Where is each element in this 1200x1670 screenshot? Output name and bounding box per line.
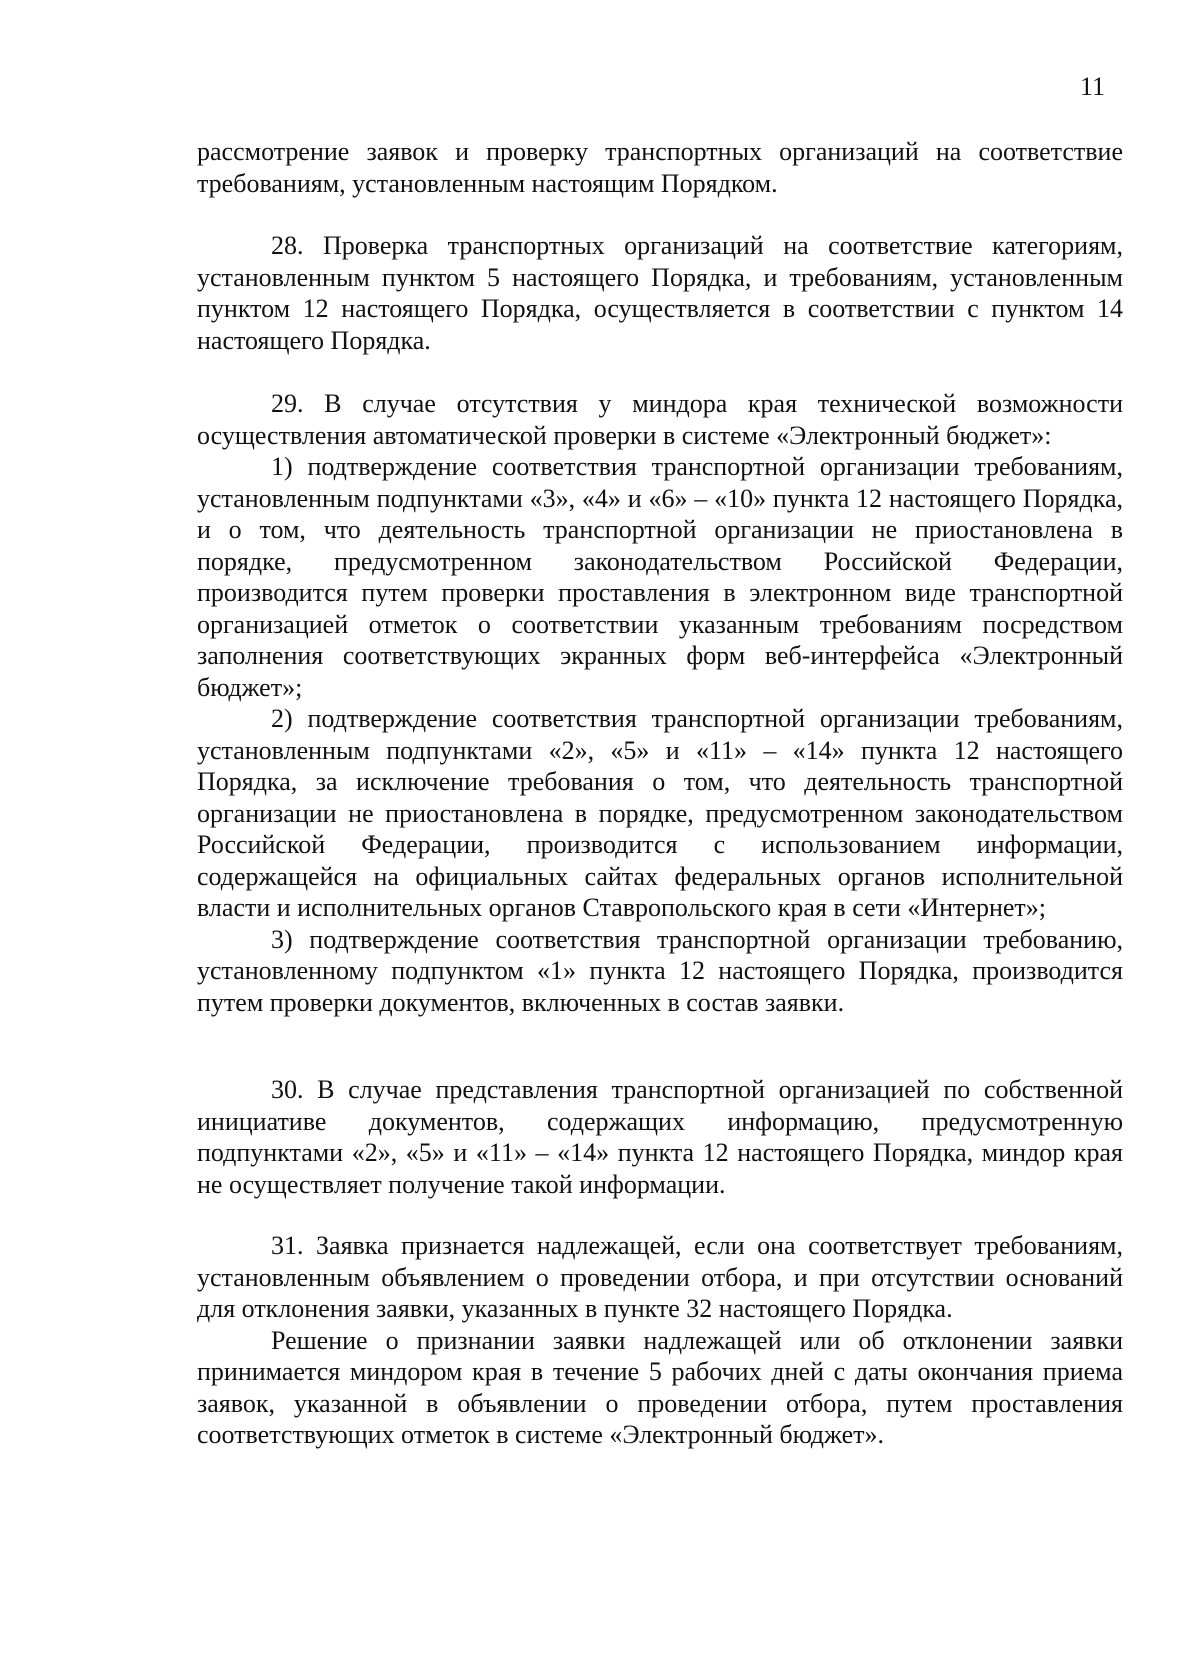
paragraph-29-item-1: 1) подтверждение соответствия транспортной организации требованиям, установленным подпунктами «3», «4» и «6» – «10» пункта 12 настоящего Порядка, и о том, что деятельность транспортной организации не приостановлена в порядке, предусмотренном законодательством Российской Федерации, производится путем проверки проставления в электронном виде транспортной организацией отметок о соответствии указанным требованиям посредством заполнения соответствующих экранных форм веб-интерфейса «Электронный бюджет»; (197, 452, 1123, 702)
paragraph-28: 28. Проверка транспортных организаций на соответствие категориям, установленным пунктом 5 настоящего Порядка, и требованиям, установленным пунктом 12 настоящего Порядка, осуществляется в соответствии с пунктом 14 настоящего Порядка. (197, 231, 1123, 355)
paragraph-29: 29. В случае отсутствия у миндора края технической возможности осуществления автоматической проверки в системе «Электронный бюджет»: (197, 389, 1123, 450)
paragraph-30: 30. В случае представления транспортной организацией по собственной инициативе документов, содержащих информацию, предусмотренную подпунктами «2», «5» и «11» – «14» пункта 12 настоящего Порядка, миндор края не осуществляет получение такой информации. (197, 1075, 1123, 1199)
paragraph-continuation: рассмотрение заявок и проверку транспортных организаций на соответствие требованиям, установленным настоящим Порядком. (197, 137, 1123, 198)
paragraph-30-block (197, 1074, 1123, 1200)
paragraph-31: 31. Заявка признается надлежащей, если она соответствует требованиям, установленным объявлением о проведении отбора, и при отсутствии оснований для отклонения заявки, указанных в пункте 32 настоящего Порядка. (197, 1231, 1123, 1323)
paragraph-31-block (197, 1230, 1123, 1451)
paragraph-28-block (197, 230, 1123, 356)
paragraph-29-item-3: 3) подтверждение соответствия транспортной организации требованию, установленному подпунктом «1» пункта 12 настоящего Порядка, производится путем проверки документов, включенных в состав заявки. (197, 924, 1123, 1017)
paragraph-continuation-block (197, 136, 1123, 199)
paragraph-31-decision: Решение о признании заявки надлежащей или об отклонении заявки принимается миндором края в течение 5 рабочих дней с даты окончания приема заявок, указанной в объявлении о проведении отбора, путем проставления соответствующих отметок в системе «Электронный бюджет». (197, 1325, 1123, 1449)
page-number: 11 (1080, 72, 1106, 101)
paragraph-29-block (197, 388, 1123, 1018)
paragraph-29-item-2: 2) подтверждение соответствия транспортной организации требованиям, установленным подпунктами «2», «5» и «11» – «14» пункта 12 настоящего Порядка, за исключение требования о том, что деятельность транспортной организации не приостановлена в порядке, предусмотренном законодательством Российской Федерации, производится с использованием информации, содержащейся на официальных сайтах федеральных органов исполнительной власти и исполнительных органов Ставропольского края в сети «Интернет»; (197, 704, 1123, 922)
